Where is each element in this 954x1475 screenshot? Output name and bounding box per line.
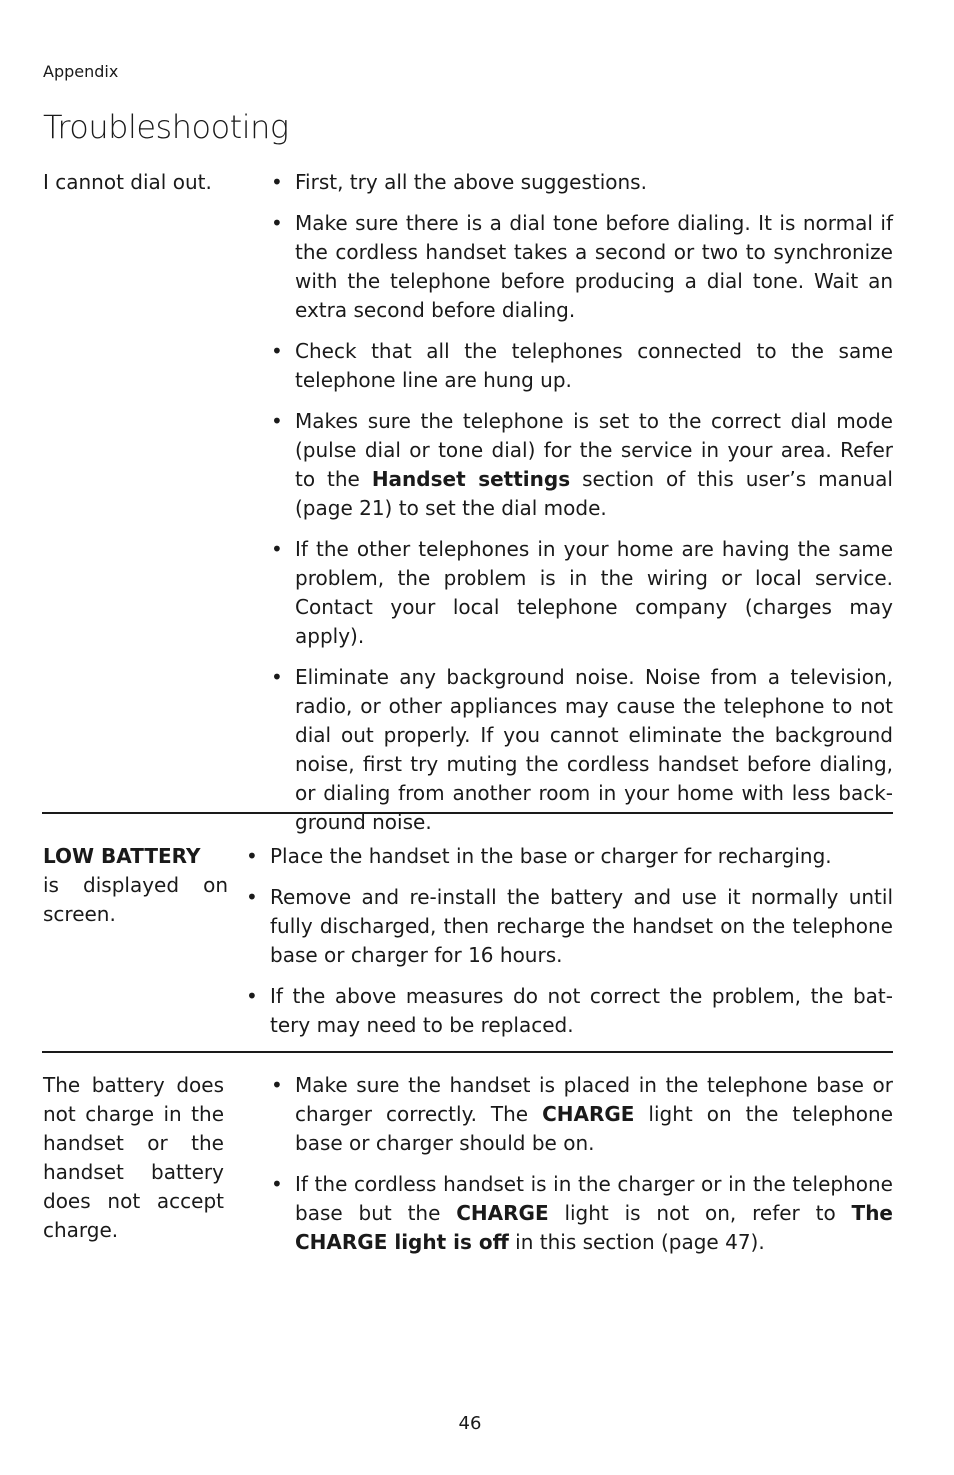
solution-text: Make sure the handset is placed in the telephone base or charger correctly. The <box>295 1073 893 1126</box>
solution-list <box>242 842 893 1052</box>
solution-text: light on the telephone base or charger should be on. <box>295 1102 894 1155</box>
solution-text: If the cordless handset is in the charger or in the telephone base but the <box>295 1172 893 1225</box>
row-divider <box>42 1051 893 1053</box>
solution-item <box>267 337 893 395</box>
solution-item <box>267 407 893 523</box>
solution-text: If the above measures do not correct the problem, the bat-tery may need to be replaced. <box>270 984 893 1037</box>
solution-item <box>267 209 893 325</box>
issue-strong-text: LOW BATTERY <box>43 844 201 868</box>
solution-list <box>267 1071 893 1269</box>
solution-list <box>267 168 893 849</box>
solution-text: light is not on, refer to <box>548 1201 852 1225</box>
solution-text: If the other telephones in your home are having the same problem, the problem is in the wiring or local service. Contact your local telephone company (charges may apply). <box>295 537 893 648</box>
solution-item <box>242 842 893 871</box>
section-label: Appendix <box>43 62 119 81</box>
row-divider <box>42 812 893 814</box>
emphasis-text: The CHARGE light is off <box>295 1201 893 1254</box>
issue-label: The battery does not charge in the handset or the handset battery does not accept charge. <box>43 1073 224 1242</box>
solution-text: Place the handset in the base or charger for recharging. <box>270 844 832 868</box>
solution-text: Makes sure the telephone is set to the correct dial mode (pulse dial or tone dial) for the service in your area. Refer to the <box>295 409 893 491</box>
emphasis-text: CHARGE <box>456 1201 549 1225</box>
issue-text: is displayed on screen. <box>43 873 228 926</box>
emphasis-text: CHARGE <box>542 1102 635 1126</box>
emphasis-text: Handset settings <box>371 467 571 491</box>
solution-text: First, try all the above suggestions. <box>295 170 647 194</box>
page-number: 46 <box>458 1413 482 1434</box>
solution-text: in this section (page 47). <box>508 1230 765 1254</box>
solution-text: Eliminate any background noise. Noise from a television, radio, or other appliances may cause the telephone to not dial out properly. If you cannot eliminate the background noise, first try muting the cordless handset before dialing, or dialing from another room in your home with less back-ground noise. <box>295 665 893 834</box>
solution-text: Remove and re-install the battery and use it normally until fully discharged, then recharge the handset on the telephone base or charger for 16 hours. <box>270 885 893 967</box>
solution-item <box>267 535 893 651</box>
solution-item <box>267 1071 893 1158</box>
solution-item <box>267 168 893 197</box>
solution-item <box>242 883 893 970</box>
solution-text: Check that all the telephones connected to the same telephone line are hung up. <box>295 339 893 392</box>
solution-text: Make sure there is a dial tone before dialing. It is normal if the cordless handset takes a second or two to synchronize with the telephone before producing a dial tone. Wait an extra second before dialing. <box>295 211 893 322</box>
solution-text: section of this user’s manual (page 21) to set the dial mode. <box>295 467 893 520</box>
solution-item <box>267 1170 893 1257</box>
solution-item <box>242 982 893 1040</box>
solution-item <box>267 663 893 837</box>
issue-label: I cannot dial out. <box>43 170 212 194</box>
page-title: Troubleshooting <box>43 108 289 146</box>
issue-label <box>43 842 228 929</box>
